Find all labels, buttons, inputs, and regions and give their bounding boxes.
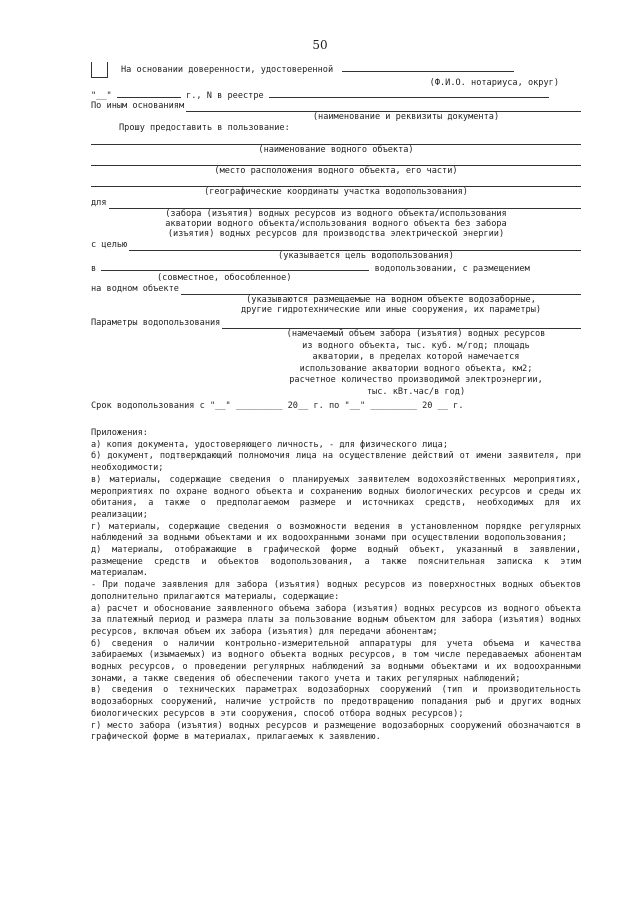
appendix-item: г) материалы, содержащие сведения о возможности ведения в установленном порядке регулярных наблюдений за водными объектами и их водоохранными зонами при осуществлении водопользования; [91,521,581,544]
other-grounds-label: По иным основаниям [91,101,185,111]
date-field[interactable] [117,88,181,98]
purpose-caption-2: акватории водного объекта/использования водного объекта без забора [165,219,507,229]
appendix-title: Приложения: [91,428,148,438]
usage-type-field[interactable] [101,261,369,271]
page-number: 50 [312,38,328,52]
params-caption-line: использование акватории водного объекта, км2; [299,363,533,374]
appendix-item: в) материалы, содержащие сведения о планируемых заявителем водохозяйственных мероприятиях, мероприятиях по охране водного объекта и сохранению водных биологических ресурсов и среды их обитания, а также о предполагаемом размере и источниках средств, необходимых для их реализации; [91,474,581,520]
usage-text: водопользовании, с размещением [374,264,530,274]
params-caption-line: (намечаемый объем забора (изъятия) водных ресурсов [286,329,546,339]
notary-field[interactable] [342,62,514,72]
proxy-label: На основании доверенности, удостоверенной [121,65,334,75]
registry-line [91,88,581,100]
for-label: для [91,198,107,208]
purpose-caption-3: (изъятия) водных ресурсов для производства электрической энергии) [167,229,505,239]
in-label: в [91,264,97,274]
goal-field[interactable] [129,241,581,251]
location-field[interactable] [91,155,581,166]
coords-caption: (географические координаты участка водопользования) [204,187,468,197]
goal-line [91,239,581,251]
water-object-field[interactable] [91,134,581,145]
term-line: Срок водопользования с "__" _________ 20__ г. по "__" _________ 20 __ г. [91,401,464,411]
joint-caption: (совместное, обособленное) [157,273,292,283]
appendix-item: а) расчет и обоснование заявленного объема забора (изъятия) водных ресурсов из водного объекта за платежный период и размера платы за пользование водным объектом для забора (изъятия) водных ресурсов, включая объем их забора (изъятия) для передачи абонентам; [91,603,581,637]
structures-caption-2: другие гидротехнические или иные сооружения, их параметры) [240,305,542,315]
appendix-item: б) сведения о наличии контрольно-измерительной аппаратуры для учета объема и качества забираемых (изымаемых) из водного объекта водных ресурсов, в том числе передаваемых абонентам водных ресурсов, о проведении регулярных наблюдений за водными объектами и их водоохранными зонами, а также сведения об обеспечении такого учета и таких регулярных наблюдений; [91,638,581,684]
params-caption-line: тыс. кВт.час/в год) [366,386,466,397]
for-field[interactable] [109,199,581,209]
for-line [91,197,581,209]
params-caption-line: акватории, в пределах которой намечается [312,352,520,362]
date-quote: "__" [91,91,112,101]
other-grounds-line [91,100,581,112]
appendix-item: б) документ, подтверждающий полномочия лица на осуществление действий от имени заявителя, при необходимости; [91,451,581,474]
params-caption-line: расчетное количество производимой электроэнергии, [289,375,543,385]
proxy-checkbox[interactable] [91,62,108,78]
on-object-line [91,283,581,295]
usage-line [91,261,581,273]
other-grounds-field[interactable] [186,102,581,112]
goal-label: с целью [91,240,128,250]
params-label: Параметры водопользования [91,318,221,328]
params-line [91,317,581,329]
structures-caption-1: (указываются размещаемые на водном объекте водозаборные, [246,295,536,305]
params-caption-line: из водного объекта, тыс. куб. м/год; площадь [302,340,530,351]
goal-caption: (указывается цель водопользования) [278,251,454,261]
params-caption [91,329,581,398]
appendix-item: а) копия документа, удостоверяющего личность, - для физического лица; [91,439,448,450]
params-field[interactable] [222,319,581,329]
on-object-label: на водном объекте [91,284,179,294]
location-caption: (место расположения водного объекта, его части) [214,166,458,176]
appendix-item: г) место забора (изъятия) водных ресурсов и размещение водозаборных сооружений обозначаются в графической форме в материалах, прилагаемых к заявлению. [91,720,581,743]
proxy-line [91,62,581,78]
application-form [91,62,581,744]
purpose-caption-1: (забора (изъятия) водных ресурсов из водного объекта/использования [165,209,507,219]
doc-caption: (наименование и реквизиты документа) [312,112,500,122]
appendix-item: в) сведения о технических параметрах водозаборных сооружений (тип и производительность водозаборных сооружений, наличие устройств по предотвращению попадания рыб и других водных биологических ресурсов в эти сооружения, способ отбора водных ресурсов); [91,685,581,719]
registry-text: г., N в реестре [186,91,264,101]
coords-field[interactable] [91,176,581,187]
appendix-item: - При подаче заявления для забора (изъятия) водных ресурсов из поверхностных водных объектов дополнительно прилагаются материалы, содержащие: [91,580,581,602]
water-caption: (наименование водного объекта) [258,145,414,155]
appendix-item: д) материалы, отображающие в графической форме водный объект, указанный в заявлении, размещение средств и объектов водопользования, а также пояснительная записка к этим материалам. [91,545,581,579]
structures-field[interactable] [181,285,581,295]
registry-field[interactable] [269,88,549,98]
request-text: Прошу предоставить в пользование: [119,123,290,133]
proxy-caption: (Ф.И.О. нотариуса, округ) [429,78,559,88]
